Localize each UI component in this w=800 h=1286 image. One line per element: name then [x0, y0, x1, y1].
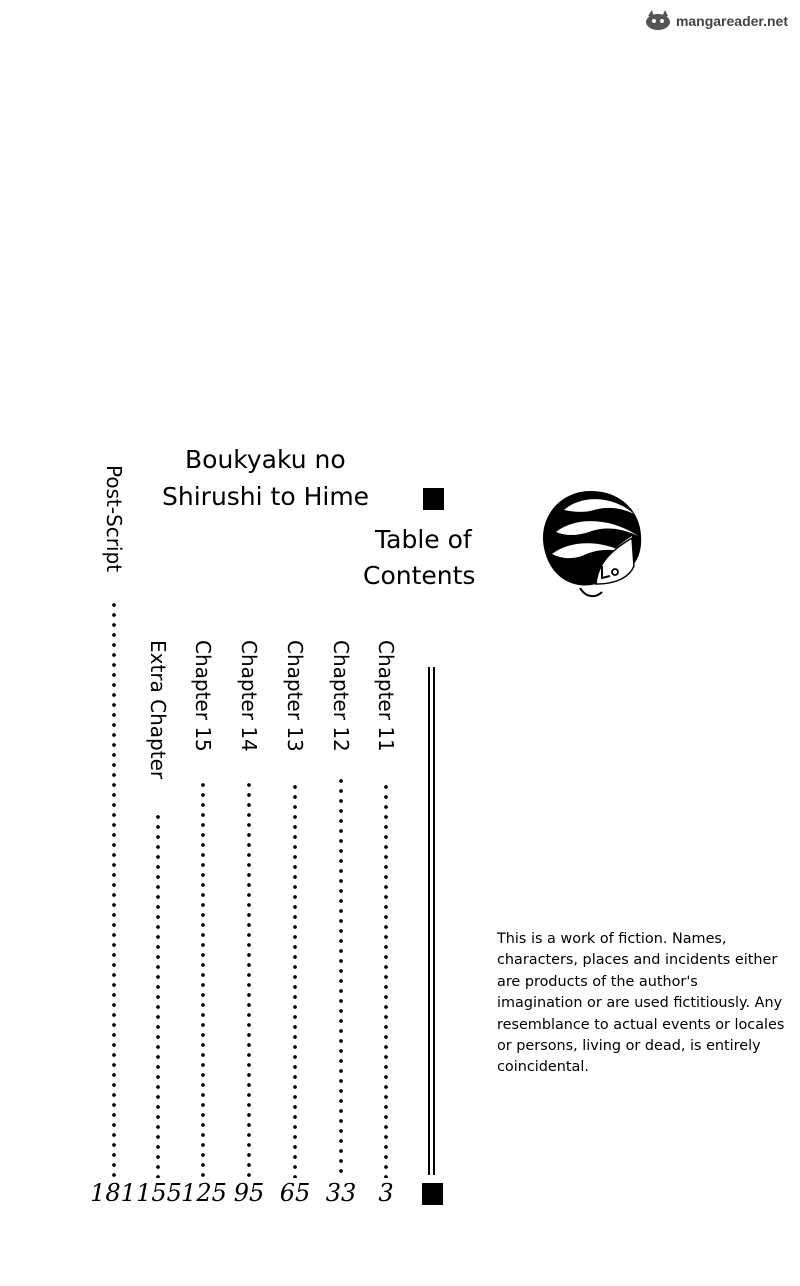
leader-dots: [156, 812, 160, 1178]
double-rule-left: [428, 667, 430, 1175]
book-title-line-1: Boukyaku no: [185, 445, 346, 474]
entry-page-number: 33: [325, 1179, 357, 1207]
leader-dots: [112, 600, 116, 1178]
leader-dots: [201, 780, 205, 1178]
leader-dots: [247, 780, 251, 1178]
entry-page-number: 125: [181, 1179, 227, 1207]
watermark: [644, 10, 788, 32]
entry-page-number: 65: [279, 1179, 311, 1207]
entry-page-number: 3: [378, 1179, 394, 1207]
book-title-line-2: Shirushi to Hime: [162, 482, 370, 511]
watermark-text: mangareader.net: [675, 13, 788, 29]
toc-heading-line-2: Contents: [363, 561, 476, 590]
double-rule-right: [433, 667, 435, 1175]
toc-heading-line-1: Table of: [375, 525, 472, 554]
entry-label: Chapter 14: [237, 640, 261, 752]
entry-label: Extra Chapter: [146, 640, 170, 780]
square-bullet-icon: [423, 488, 444, 510]
entry-label: Chapter 11: [374, 640, 398, 752]
entry-page-number: 95: [233, 1179, 265, 1207]
entry-label: Chapter 12: [329, 640, 353, 752]
square-bullet-bottom-icon: [422, 1183, 443, 1205]
leader-dots: [384, 782, 388, 1178]
fiction-disclaimer: This is a work of fiction. Names, characters, places and incidents either are products of the author's imagination or are used fictitiously. Any resemblance to actual events or locales or persons, living or dead, is entirely coincidental.: [497, 931, 785, 1076]
entry-label: Chapter 13: [283, 640, 307, 752]
cat-logo-icon: [644, 10, 672, 32]
entry-page-number: 181: [90, 1179, 136, 1207]
entry-label: Post-Script: [102, 465, 126, 573]
entry-page-number: 155: [136, 1179, 182, 1207]
wave-face-emblem-icon: [534, 488, 644, 600]
entry-label: Chapter 15: [191, 640, 215, 752]
leader-dots: [339, 776, 343, 1178]
leader-dots: [293, 782, 297, 1178]
